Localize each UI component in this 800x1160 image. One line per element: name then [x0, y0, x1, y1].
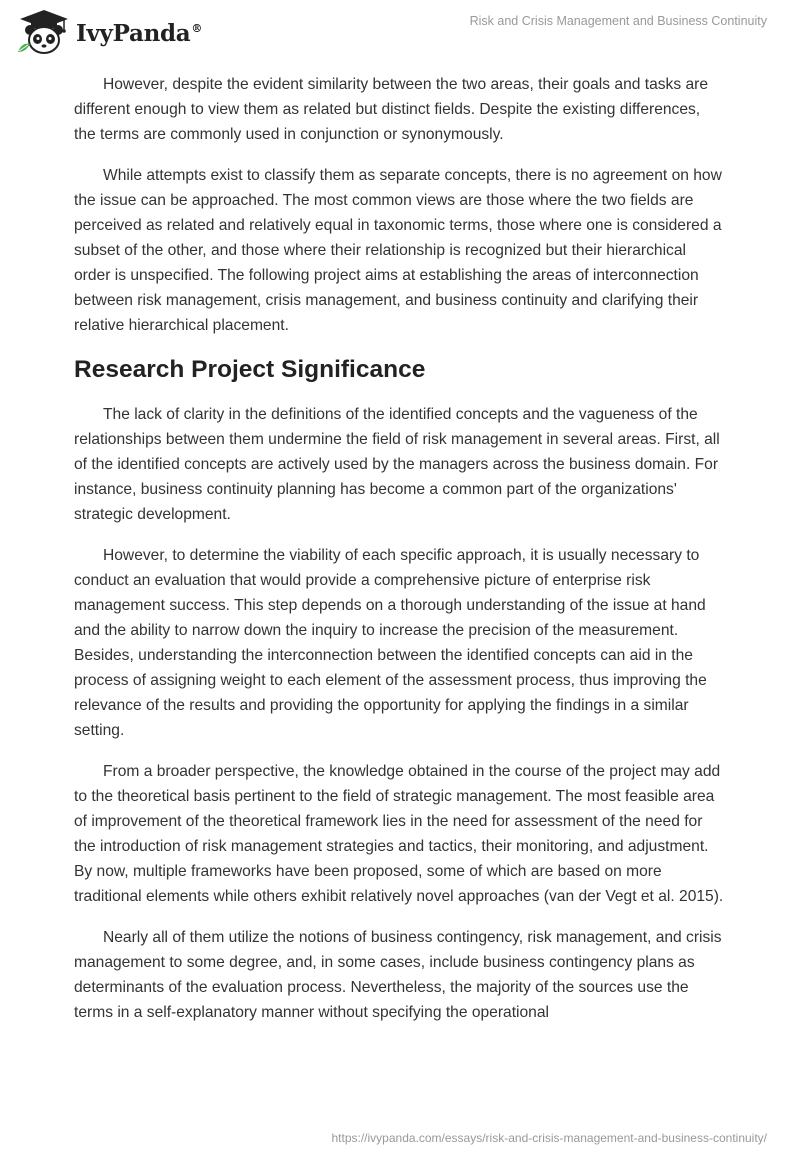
- paragraph: The lack of clarity in the definitions of the identified concepts and the vagueness of the relationships between them undermine the field of risk management in several areas. First, all of the identified concepts are actively used by the managers across the business domain. For instance, business continuity planning has become a common part of the organizations' strategic development.: [74, 406, 720, 523]
- paragraph: From a broader perspective, the knowledge obtained in the course of the project may add to the theoretical basis pertinent to the field of strategic management. The most feasible area of improvement of the theoretical framework lies in the need for assessment of the need for the introduction of risk management strategies and tactics, their monitoring, and adjustment. By now, multiple frameworks have been proposed, some of which are based on more traditional elements while others exhibit relatively novel approaches (van der Vegt et al. 2015).: [74, 763, 724, 905]
- ivypanda-logo[interactable]: [14, 8, 202, 56]
- panda-graduate-icon: [14, 8, 74, 56]
- paragraph: Nearly all of them utilize the notions of business contingency, risk management, and crisis management to some degree, and, in some cases, include business contingency plans as determinants of the evaluation process. Nevertheless, the majority of the sources use the terms in a self-explanatory manner without specifying the operational: [74, 929, 722, 1021]
- source-url[interactable]: https://ivypanda.com/essays/risk-and-crisis-management-and-business-continuity/: [331, 1131, 767, 1145]
- page-header: [0, 0, 800, 60]
- paragraph: However, despite the evident similarity between the two areas, their goals and tasks are different enough to view them as related but distinct fields. Despite the existing differences, the terms are commonly used in conjunction or synonymously.: [74, 76, 709, 143]
- section-heading: Research Project Significance: [74, 356, 426, 383]
- brand-name: IvyPanda®: [76, 19, 203, 47]
- registered-mark: ®: [191, 21, 203, 35]
- essay-content: [74, 72, 726, 1041]
- document-title: Risk and Crisis Management and Business Continuity: [469, 14, 767, 28]
- paragraph: While attempts exist to classify them as separate concepts, there is no agreement on how the issue can be approached. The most common views are those where the two fields are perceived as related and relatively equal in taxonomic terms, those where one is considered a subset of the other, and those where their relationship is recognized but their hierarchical order is unspecified. The following project aims at establishing the areas of interconnection between risk management, crisis management, and business continuity and clarifying their relative hierarchical placement.: [74, 167, 722, 334]
- paragraph: However, to determine the viability of each specific approach, it is usually necessary to conduct an evaluation that would provide a comprehensive picture of enterprise risk management success. This step depends on a thorough understanding of the issue at hand and the ability to narrow down the inquiry to increase the precision of the measurement. Besides, understanding the interconnection between the identified concepts can aid in the process of assigning weight to each element of the assessment process, thus improving the relevance of the results and providing the opportunity for applying the findings in a similar setting.: [74, 547, 707, 739]
